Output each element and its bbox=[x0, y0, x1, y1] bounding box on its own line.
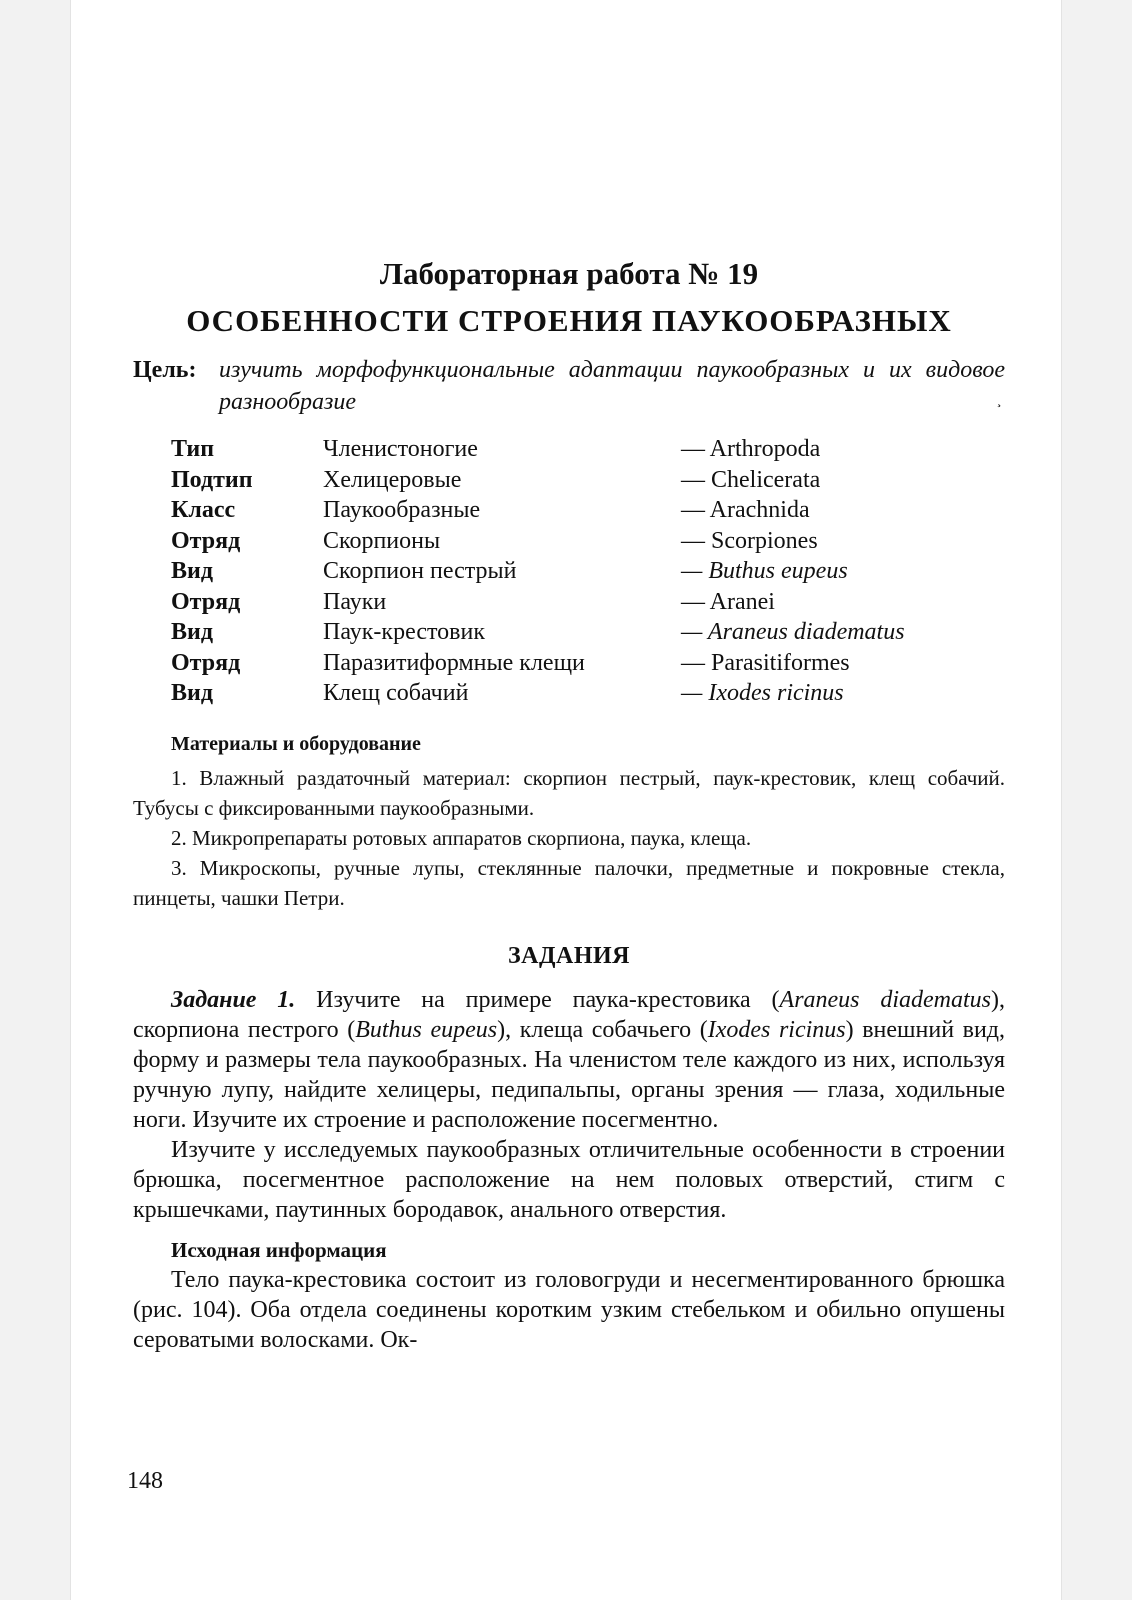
latin-species-name: Buthus eupeus bbox=[355, 1016, 498, 1043]
latin-name-cell: — Arachnida bbox=[681, 497, 810, 523]
taxonomy-row bbox=[171, 434, 905, 465]
page-number: 148 bbox=[127, 1468, 163, 1494]
book-page bbox=[70, 0, 1062, 1600]
materials-heading: Материалы и оборудование bbox=[171, 732, 421, 755]
latin-name-cell: — Chelicerata bbox=[681, 466, 821, 493]
latin-name-cell: — Ixodes ricinus bbox=[681, 680, 844, 706]
russian-name-cell: Пауки bbox=[323, 588, 387, 615]
rank-cell: Вид bbox=[171, 680, 213, 706]
task-1-paragraph bbox=[133, 985, 1005, 1135]
page-content bbox=[133, 250, 1005, 1355]
rank-cell: Подтип bbox=[171, 466, 253, 493]
taxonomy-row bbox=[171, 495, 905, 526]
goal-block bbox=[133, 354, 1005, 418]
russian-name-cell: Членистоногие bbox=[323, 436, 478, 462]
russian-name-cell: Паук-крестовик bbox=[323, 619, 485, 645]
rank-cell: Отряд bbox=[171, 588, 241, 615]
taxonomy-row bbox=[171, 617, 905, 648]
page-title: ОСОБЕННОСТИ СТРОЕНИЯ ПАУКООБРАЗНЫХ bbox=[186, 303, 952, 338]
materials-item: 2. Микропрепараты ротовых аппаратов скорпиона, паука, клеща. bbox=[171, 825, 752, 850]
goal-label: Цель: bbox=[133, 357, 197, 383]
latin-name-cell: — Arthropoda bbox=[681, 436, 821, 462]
tasks-body bbox=[133, 985, 1005, 1225]
goal-text: изучить морфофункциональные адаптации паукообразных и их видовое разнообразие bbox=[219, 357, 1005, 415]
taxonomy-row bbox=[171, 587, 905, 618]
task-1-text: Изучите на примере паука-крестовика ( bbox=[295, 986, 780, 1013]
rank-cell: Отряд bbox=[171, 649, 241, 676]
latin-species-name: Ixodes ricinus bbox=[707, 1016, 846, 1043]
task-1-text: ) внешний вид, форму и размеры тела паукообразных. На членистом теле каждого из них, используя ручную лупу, найдите хелицеры, педипальпы, органы зрения — глаза, ходильные ноги. Изучите их строение и расположение посегментно. bbox=[133, 1016, 1006, 1133]
latin-name-cell: — Buthus eupeus bbox=[681, 558, 848, 584]
russian-name-cell: Скорпионы bbox=[323, 527, 441, 554]
materials-list bbox=[133, 763, 1005, 913]
lab-number-heading: Лабораторная работа № 19 bbox=[379, 256, 759, 291]
rank-cell: Вид bbox=[171, 619, 213, 645]
taxonomy-row bbox=[171, 526, 905, 557]
source-info-body bbox=[133, 1265, 1005, 1355]
rank-cell: Тип bbox=[171, 436, 215, 462]
taxonomy-row bbox=[171, 678, 905, 709]
taxonomy-row bbox=[171, 648, 905, 679]
russian-name-cell: Паразитиформные клещи bbox=[323, 649, 585, 676]
latin-name-cell: — Scorpiones bbox=[681, 527, 818, 554]
materials-item: 1. Влажный раздаточный материал: скорпион пестрый, паук-крестовик, клещ собачий. Тубусы с фиксированными паукообразными. bbox=[133, 765, 1005, 820]
russian-name-cell: Клещ собачий bbox=[323, 680, 469, 706]
rank-cell: Класс bbox=[171, 497, 236, 523]
latin-name-cell: — Parasitiformes bbox=[681, 649, 850, 676]
source-info-paragraph: Тело паука-крестовика состоит из головогруди и несегментированного брюшка (рис. 104). Оба отдела соединены коротким узким стебельком и обильно опушены сероватыми волосками. Ок- bbox=[133, 1266, 1005, 1353]
materials-item: 3. Микроскопы, ручные лупы, стеклянные палочки, предметные и покровные стекла, пинцеты, чашки Петри. bbox=[133, 855, 1005, 910]
task-1-label: Задание 1. bbox=[171, 986, 296, 1013]
rank-cell: Отряд bbox=[171, 527, 241, 554]
russian-name-cell: Паукообразные bbox=[323, 497, 481, 523]
russian-name-cell: Хелицеровые bbox=[323, 466, 462, 493]
task-1-text: ), клеща собачьего ( bbox=[497, 1016, 708, 1043]
source-info-heading: Исходная информация bbox=[171, 1237, 387, 1262]
task-paragraph: Изучите у исследуемых паукообразных отличительные особенности в строении брюшка, посегментное расположение на нем половых отверстий, стигм с крышечками, паутинных бородавок, анального отверстия. bbox=[133, 1136, 1005, 1223]
taxonomy-row bbox=[171, 465, 905, 496]
latin-species-name: Araneus diadematus bbox=[779, 986, 992, 1013]
russian-name-cell: Скорпион пестрый bbox=[323, 558, 517, 584]
latin-name-cell: — Aranei bbox=[681, 588, 775, 615]
taxonomy-table bbox=[171, 434, 905, 709]
tasks-heading: ЗАДАНИЯ bbox=[507, 942, 630, 969]
task-1-text: ), скорпиона пестрого ( bbox=[133, 986, 1006, 1043]
taxonomy-row bbox=[171, 556, 905, 587]
latin-name-cell: — Araneus diadematus bbox=[681, 619, 905, 645]
rank-cell: Вид bbox=[171, 558, 213, 584]
